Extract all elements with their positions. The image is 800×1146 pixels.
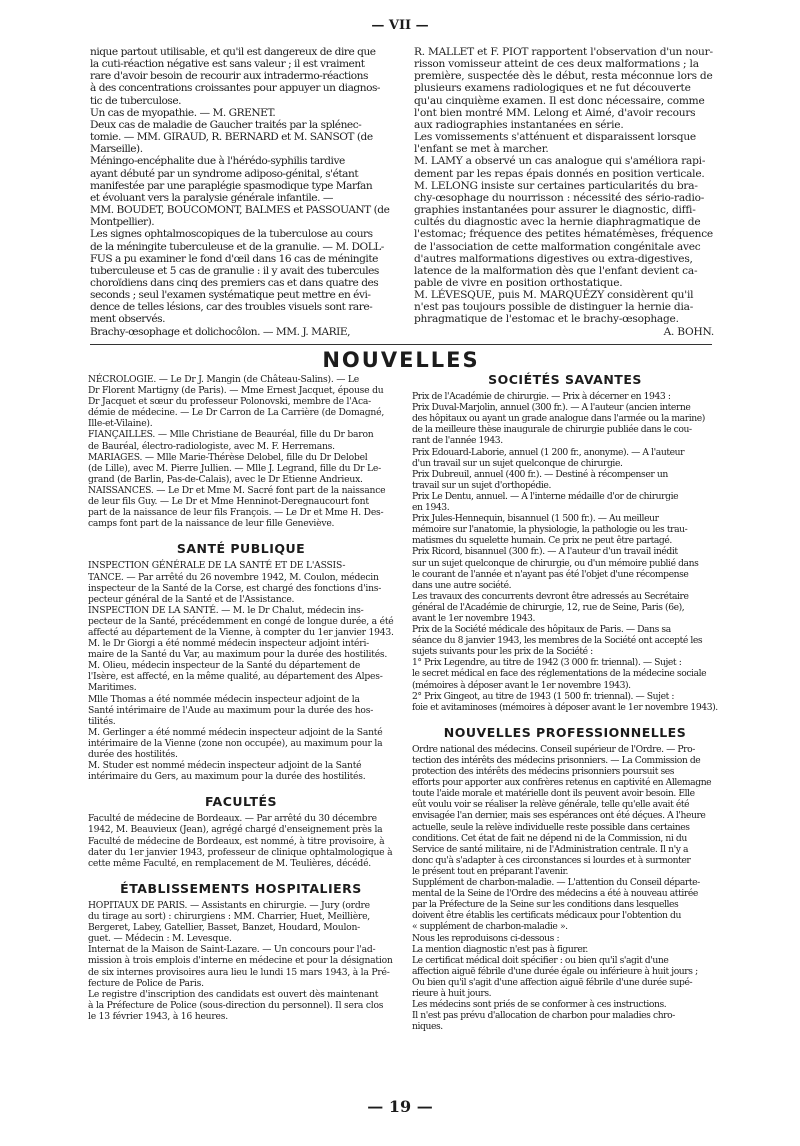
text-line: intérimaire de la Vienne (zone non occupée), au maximum pour la [88, 737, 383, 749]
text-line: manifestée par une paraplégie spasmodique type Marfan [90, 179, 373, 192]
text-line: part de la naissance de leur fils François. — Le Dr et Mme H. Des- [88, 507, 384, 519]
text-line: Dr Jacquet et sœur du professeur Polonovski, membre de l'Aca- [88, 396, 372, 408]
text-line: Le registre d'inscription des candidats est ouvert dès maintenant [88, 988, 379, 1000]
text-line: grand (de Barlin, Pas-de-Calais), avec le Dr Etienne Andrieux. [88, 473, 363, 485]
etablissements-heading: ÉTABLISSEMENTS HOSPITALIERS [120, 880, 362, 896]
text-line: d'un travail sur un sujet quelconque de chirurgie. [412, 457, 623, 469]
text-line: mission à trois emplois d'interne en médecine et pour la désignation [88, 955, 393, 967]
text-line: et évoluant vers la paralysie générale infantile. — [90, 191, 333, 204]
text-line: sur un sujet quelconque de chirurgie, ou d'un mémoire publié dans [412, 557, 699, 569]
text-line: aux radiographies instantanées en série. [414, 118, 624, 131]
text-line: Prix Duval-Marjolin, annuel (300 fr.). — A l'auteur (ancien interne [412, 402, 691, 414]
text-line: tomie. — MM. GIRAUD, R. BERNARD et M. SANSOT (de [90, 131, 373, 144]
facultes-block [88, 813, 394, 868]
text-line: Deux cas de maladie de Gaucher traités par la splénec- [90, 118, 362, 131]
text-line: phragmatique de l'estomac et le brachy-œsophage. [414, 313, 679, 326]
page-folio: — 19 — [367, 1097, 433, 1116]
text-line: Les travaux des concurrents devront être adressés au Secrétaire [412, 590, 689, 602]
text-line: latence de la malformation dès que l'enfant devient ca- [414, 264, 698, 277]
text-line: MM. BOUDET, BOUCOMONT, BALMES et PASSOUANT (de [90, 204, 390, 217]
text-line: Nous les reproduisons ci-dessous : [412, 932, 560, 944]
text-line: Le certificat médical doit spécifier : ou bien qu'il s'agit d'une [412, 954, 669, 966]
text-line: FUS a pu examiner le fond d'œil dans 16 cas de méningite [90, 252, 378, 265]
section-divider [90, 344, 712, 345]
text-line: Maritimes. [88, 682, 137, 694]
top-left-column [90, 46, 390, 338]
text-line: HOPITAUX DE PARIS. — Assistants en chirurgie. — Jury (ordre [88, 899, 370, 911]
text-line: de Bauréal, électro-radiologiste, avec M. F. Herremans. [88, 440, 335, 452]
text-line: dence de telles lésions, car des troubles visuels sont rare- [90, 301, 373, 314]
text-line: pecteur de la Santé, précédemment en congé de longue durée, a été [88, 615, 394, 627]
text-line: première, suspectée dès le début, resta méconnue lors de [414, 70, 713, 83]
text-line: R. MALLET et F. PIOT rapportent l'observation d'un nour- [414, 46, 713, 58]
page-roman-number: — VII — [371, 18, 429, 33]
text-line: cultés du diagnostic avec la hernie diaphragmatique de [414, 216, 701, 229]
text-line: M. Gerlinger a été nommé médecin inspecteur adjoint de la Santé [88, 726, 383, 738]
top-right-column [414, 46, 714, 338]
text-line: chy-œsophage du nourrisson : nécessité des sério-radio- [414, 191, 705, 204]
text-line: de la meilleure thèse inaugurale de chirurgie publiée dans le cou- [412, 424, 692, 436]
text-line: NAISSANCES. — Le Dr et Mme M. Sacré font part de la naissance [88, 484, 386, 496]
text-line: mémoire sur l'anatomie, la physiologie, la pathologie ou les trau- [412, 524, 688, 536]
text-line: Dr Florent Martigny (de Paris). — Mme Ernest Jacquet, épouse du [88, 385, 384, 397]
text-line: M. Olieu, médecin inspecteur de la Santé du département de [88, 660, 361, 672]
text-line: l'Isère, est affecté, en la même qualité, au département des Alpes- [88, 671, 383, 683]
text-line: sujets suivants pour les prix de la Société : [412, 646, 593, 658]
text-line: ayant débuté par un syndrome adiposo-génital, s'étant [90, 167, 359, 180]
text-line: en 1943. [412, 502, 450, 514]
text-line: général de l'Académie de chirurgie, 12, rue de Seine, Paris (6e), [412, 601, 685, 613]
text-line: la cuti-réaction négative est sans valeur ; il est vraiment [90, 58, 365, 71]
text-line: l'estomac; fréquence des petites hématémèses, fréquence [414, 228, 713, 241]
text-line: par la Préfecture de la Seine sur les conditions dans lesquelles [412, 899, 679, 911]
text-line: mental de la Seine de l'Ordre des médecins a été à nouveau attirée [412, 888, 698, 900]
text-line: dement par les repas épais donnés en position verticale. [414, 167, 705, 180]
news-left-column [88, 374, 394, 1022]
text-line: guet. — Médecin : M. Levesque. [88, 933, 232, 945]
text-line: seconds ; seul l'examen systématique peut mettre en évi- [90, 289, 371, 302]
text-line: pable de vivre en position orthostatique. [414, 276, 623, 289]
text-line: rare d'avoir besoin de recourir aux intradermo-réactions [90, 70, 368, 83]
facultes-heading: FACULTÉS [204, 794, 278, 810]
text-line: de la méningite tuberculeuse et de la granulie. — M. DOLL- [90, 240, 384, 253]
text-line: cette même Faculté, en remplacement de M. Teulières, décédé. [88, 857, 372, 869]
text-line: INSPECTION GÉNÉRALE DE LA SANTÉ ET DE L'ASSIS- [88, 560, 346, 572]
text-line: tilités. [88, 715, 116, 727]
text-line: donc qu'à s'adapter à ces circonstances si lourdes et à surmonter [412, 854, 691, 866]
text-line: dans une autre société. [412, 579, 512, 591]
news-right-column [412, 374, 718, 1032]
text-line: Les vomissements s'atténuent et disparaissent lorsque [414, 131, 696, 144]
text-line: INSPECTION DE LA SANTÉ. — M. le Dr Chalut, médecin ins- [88, 604, 364, 616]
text-line: Un cas de myopathie. — M. GRENET. [90, 106, 276, 119]
text-line: tection des intérêts des médecins prisonniers. — La Commission de [412, 755, 701, 766]
text-line: séance du 8 janvier 1943, les membres de la Société ont accepté les [412, 635, 703, 647]
text-line: n'est pas toujours possible de distinguer la hernie dia- [414, 301, 694, 314]
text-line: durée des hostilités. [88, 749, 178, 760]
text-line: Prix Dubreuil, annuel (400 fr.). — Destiné à récompenser un [412, 468, 668, 480]
text-line: le 13 février 1943, à 16 heures. [88, 1010, 228, 1022]
text-line: de six internes provisoires aura lieu le lundi 15 mars 1943, à la Pré- [88, 966, 390, 978]
text-line: des hôpitaux ou ayant un grade analogue dans l'armée ou la marine) [412, 413, 705, 425]
text-line: Bergeret, Labey, Gatellier, Basset, Banzet, Houdard, Moulon- [88, 922, 361, 934]
text-line: camps font part de la naissance de leur fille Geneviève. [88, 518, 335, 530]
text-line: graphies instantanées pour assurer le diagnostic, diffi- [414, 204, 696, 217]
text-line: à la Préfecture de Police (sous-direction du personnel). Il sera clos [88, 999, 384, 1011]
text-line: (de Lille), avec M. Pierre Jullien. — Mlle J. Legrand, fille du Dr Le- [88, 462, 382, 474]
text-line: pecteur général de la Santé et de l'Assistance. [88, 593, 295, 605]
text-line: Prix de l'Académie de chirurgie. — Prix à décerner en 1943 : [412, 391, 671, 403]
societes-savantes-block [412, 391, 718, 713]
sante-publique-heading: SANTÉ PUBLIQUE [176, 541, 306, 557]
text-line: Faculté de médecine de Bordeaux. — Par arrêté du 30 décembre [88, 813, 377, 825]
text-line: matismes du squelette humain. Ce prix ne peut être partagé. [412, 535, 672, 547]
text-line: à des concentrations croissantes pour appuyer un diagnos- [90, 82, 381, 95]
text-line: le secret médical en face des réglementations de la médecine sociale [412, 668, 707, 680]
text-line: foie et avitaminoses (mémoires à déposer avant le 1er novembre 1943). [412, 701, 718, 713]
text-line: Les médecins sont priés de se conformer à ces instructions. [412, 999, 667, 1011]
etablissements-block [88, 900, 394, 1022]
text-line: Méningo-encéphalite due à l'hérédo-syphilis tardive [90, 155, 345, 168]
text-line: TANCE. — Par arrêté du 26 novembre 1942, M. Coulon, médecin [88, 571, 379, 583]
text-line: protection des intérêts des médecins prisonniers poursuit ses [412, 766, 675, 778]
text-line: 1942, M. Beauvieux (Jean), agrégé chargé d'enseignement près la [88, 824, 383, 836]
text-line: risson vomisseur atteint de ces deux malformations ; la [414, 58, 699, 71]
text-line: Santé intérimaire de l'Aude au maximum pour la durée des hos- [88, 704, 374, 716]
text-line: conditions. Cet état de fait ne dépend ni de la Commission, ni du [412, 832, 687, 844]
text-line: Faculté de médecine de Bordeaux, est nommé, à titre provisoire, à [88, 835, 385, 847]
text-line: avant le 1er novembre 1943. [412, 612, 535, 624]
text-line: Montpellier). [90, 216, 155, 229]
text-line: rant de l'année 1943. [412, 435, 503, 447]
text-line: « supplément de charbon-maladie ». [412, 921, 568, 933]
text-line: toute l'aide morale et matérielle dont ils peuvent avoir besoin. Elle [412, 788, 695, 800]
text-line: le présent tout en préparant l'avenir. [412, 865, 568, 877]
text-line: M. LAMY a observé un cas analogue qui s'améliora rapi- [414, 155, 706, 168]
text-line: travail sur un sujet d'orthopédie. [412, 479, 551, 491]
text-line: qu'au cinquième examen. Il est donc nécessaire, comme [414, 94, 705, 107]
text-line: l'ont bien montré MM. Lelong et Aimé, d'avoir recours [414, 106, 696, 119]
text-line: envisagée l'an dernier, mais ses espérances ont été déçues. A l'heure [412, 810, 706, 822]
text-line: plusieurs examens radiologiques et ne fut découverte [414, 82, 691, 95]
text-line: MARIAGES. — Mlle Marie-Thérèse Delobel, fille du Dr Delobel [88, 451, 368, 463]
text-line: FIANÇAILLES. — Mlle Christiane de Beauréal, fille du Dr baron [88, 429, 374, 441]
text-line: rieure à huit jours. [412, 987, 492, 999]
text-line: le courant de l'année et n'ayant pas été l'objet d'une récompense [412, 568, 689, 580]
text-line: M. le Dr Giorgi a été nommé médecin inspecteur adjoint intéri- [88, 638, 370, 650]
text-line: Ordre national des médecins. Conseil supérieur de l'Ordre. — Pro- [412, 743, 695, 755]
text-line: tuberculeuse et 5 cas de granulie : il y avait des tubercules [90, 264, 379, 277]
text-line: intérimaire du Gers, au maximum pour la durée des hostilités. [88, 771, 366, 783]
text-line: Brachy-œsophage et dolichocôlon. — MM. J. MARIE, [90, 325, 350, 338]
text-line: dater du 1er janvier 1943, professeur de clinique ophtalmologique à [88, 846, 393, 858]
text-line: tic de tuberculose. [90, 94, 182, 107]
text-line: M. LÉVESQUE, puis M. MARQUÉZY considèrent qu'il [414, 289, 694, 302]
text-line: maire de la Santé du Var, au maximum pour la durée des hostilités. [88, 649, 388, 661]
text-line: 2° Prix Gingeot, au titre de 1943 (1 500 fr. triennal). — Sujet : [412, 690, 675, 702]
sante-publique-block [88, 560, 394, 782]
text-line: Prix de la Société médicale des hôpitaux de Paris. — Dans sa [412, 624, 671, 636]
necrology-block [88, 374, 394, 529]
text-line: du tirage au sort) : chirurgiens : MM. Charrier, Huet, Meillière, [88, 911, 370, 923]
text-line: affecté au département de la Vienne, à compter du 1er janvier 1943. [88, 626, 394, 638]
text-line: La mention diagnostic n'est pas à figurer. [412, 943, 588, 955]
nouvelles-title: NOUVELLES [322, 348, 480, 372]
text-line: eût voulu voir se réaliser la relève générale, telle qu'elle avait été [412, 799, 690, 811]
text-line: efforts pour apporter aux confrères retenus en captivité en Allemagne [412, 777, 712, 789]
text-line: Prix Le Dentu, annuel. — A l'interne médaille d'or de chirurgie [412, 490, 679, 502]
text-line: actuelle, seule la relève individuelle reste possible dans certaines [412, 821, 690, 833]
text-line: M. Studer est nommé médecin inspecteur adjoint de la Santé [88, 760, 362, 772]
text-line: Service de santé militaire, ni de l'Administration centrale. Il n'y a [412, 843, 689, 855]
nouvelles-professionnelles-block [412, 744, 718, 1032]
text-line: Prix Ricord, bisannuel (300 fr.). — A l'auteur d'un travail inédit [412, 546, 678, 558]
text-line: Ou bien qu'il s'agit d'une affection aiguë fébrile d'une durée supé- [412, 976, 693, 988]
text-line: Les signes ophtalmoscopiques de la tuberculose au cours [90, 228, 373, 241]
text-line: niques. [412, 1021, 443, 1033]
text-line: d'autres malformations digestives ou extra-digestives, [414, 252, 693, 265]
text-line: Prix Jules-Hennequin, bisannuel (1 500 fr.). — Au meilleur [412, 513, 659, 525]
text-line: (mémoires à déposer avant le 1er novembre 1943). [412, 679, 631, 691]
text-line: Mlle Thomas a été nommée médecin inspecteur adjoint de la [88, 693, 360, 705]
text-line: de leur fils Guy. — Le Dr et Mme Henninot-Deregnaucourt font [88, 496, 369, 508]
text-line: NÉCROLOGIE. — Le Dr J. Mangin (de Château-Salins). — Le [88, 374, 360, 385]
societes-savantes-heading: SOCIÉTÉS SAVANTES [488, 372, 642, 387]
text-line: Internat de la Maison de Saint-Lazare. — Un concours pour l'ad- [88, 944, 376, 956]
text-line: 1° Prix Legendre, au titre de 1942 (3 000 fr. triennal). — Sujet : [412, 657, 682, 669]
text-line: Il n'est pas prévu d'allocation de charbon pour maladies chro- [412, 1010, 675, 1022]
text-line: de l'association de cette malformation congénitale avec [414, 240, 701, 253]
text-line: Marseille). [90, 143, 143, 156]
text-line: l'enfant se met à marcher. [414, 143, 549, 156]
text-line: démie de médecine. — Le Dr Carron de La Carrière (de Domagné, [88, 407, 385, 419]
text-line: Prix Edouard-Laborie, annuel (1 200 fr., anonyme). — A l'auteur [412, 446, 685, 458]
text-line: doivent être établis les certificats médicaux pour l'obtention du [412, 910, 681, 922]
text-line: nique partout utilisable, et qu'il est dangereux de dire que [90, 46, 376, 58]
text-line: affection aiguë fébrile d'une durée égale ou inférieure à huit jours ; [412, 965, 698, 977]
text-line: inspecteur de la Santé de la Corse, est chargé des fonctions d'ins- [88, 582, 382, 594]
text-line: M. LELONG insiste sur certaines particularités du bra- [414, 179, 698, 192]
text-line: Ille-et-Vilaine). [88, 418, 153, 430]
text-line: fecture de Police de Paris. [88, 977, 204, 989]
text-line: A. BOHN. [663, 325, 714, 338]
text-line: ment observés. [90, 313, 166, 326]
nouvelles-professionnelles-heading: NOUVELLES PROFESSIONNELLES [443, 724, 687, 740]
text-line: choroïdiens dans cinq des premiers cas et dans quatre des [90, 276, 379, 289]
text-line: Supplément de charbon-maladie. — L'attention du Conseil départe- [412, 877, 700, 889]
